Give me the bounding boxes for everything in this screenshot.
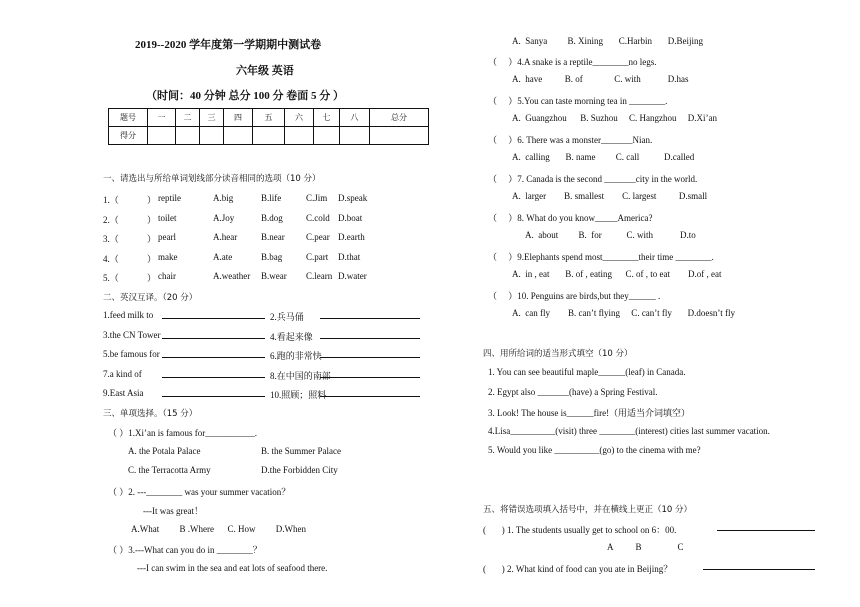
choice-options: A. in , eat B. of , eating C. of , to eat D.of , eat [512, 269, 722, 279]
choice-options: A. can fly B. can’t flying C. can’t fly D.doesn’t fly [512, 308, 735, 318]
answer-paren[interactable]: ） [147, 214, 157, 225]
option-c: C.part [306, 251, 329, 262]
translation-prompt-right: 10.照顾；照料 [270, 390, 327, 400]
choice-question: （ ）6. There was a monster_______Nian. [488, 135, 653, 145]
translation-prompt-left: 7.a kind of [103, 368, 142, 379]
given-word: reptile [158, 193, 181, 203]
question-3-2-reply: ---It was great！ [143, 506, 203, 516]
score-header-cell: 总分 [370, 109, 429, 127]
option-b: B.life [261, 193, 282, 203]
time-score-info: （时间：40 分钟 总分 100 分 卷面 5 分 ） [146, 90, 344, 102]
answer-line[interactable] [162, 349, 265, 358]
score-cell[interactable] [253, 127, 285, 145]
answer-line[interactable] [320, 310, 420, 319]
option-c: C.pear [306, 232, 330, 242]
option-d: D.water [338, 271, 367, 281]
section4-title: 四、用所给词的适当形式填空（10 分） [483, 349, 633, 359]
given-word: chair [158, 271, 176, 281]
choice-options: A. about B. for C. with D.to [525, 230, 696, 240]
option-a: A. the Potala Palace [128, 446, 201, 456]
question-5-1: ( ) 1. The students usually get to school on 6：00. [483, 525, 677, 535]
answer-line[interactable] [717, 522, 815, 531]
option-d: D.the Forbidden City [261, 465, 338, 475]
question-3-3-options: A. Sanya B. Xining C.Harbin D.Beijing [512, 36, 703, 46]
score-cell[interactable] [285, 127, 314, 145]
item-number: 4.（ [103, 253, 119, 264]
score-header-cell: 八 [340, 109, 370, 127]
fill-blank-question: 5. Would you like __________(go) to the cinema with me? [488, 445, 701, 455]
score-header-cell: 一 [148, 109, 176, 127]
choice-question: （ ）7. Canada is the second _______city in the world. [488, 174, 698, 184]
section1-title: 一、请选出与所给单词划线部分读音相同的选项（10 分） [103, 174, 321, 184]
fill-blank-question: 2. Egypt also _______(have) a Spring Festival. [488, 386, 658, 397]
given-word: pearl [158, 232, 176, 242]
item-number: 2.（ [103, 214, 119, 225]
question-3-2: （ ）2. ---________ was your summer vacation？ [108, 487, 291, 497]
option-a: A.ate [213, 251, 233, 262]
translation-prompt-right: 8.在中国的南部 [270, 370, 331, 381]
question-3-1: （ ）1.Xi’an is famous for___________. [108, 428, 257, 438]
answer-paren[interactable]: ） [147, 273, 157, 283]
choice-question: （ ）4.A snake is a reptile________no legs. [488, 57, 657, 67]
score-header-cell: 三 [200, 109, 224, 127]
answer-line[interactable] [320, 330, 420, 339]
score-header-cell: 五 [253, 109, 285, 127]
score-header-cell: 四 [224, 109, 253, 127]
option-a: A.big [213, 193, 234, 203]
score-row-label: 得分 [109, 127, 148, 145]
item-number: 1.（ [103, 195, 119, 205]
option-a: A.Joy [213, 212, 235, 223]
question-5-1-marks: A B C [607, 542, 684, 552]
choice-question: （ ）9.Elephants spend most________their time ________. [488, 252, 714, 262]
exam-title: 2019--2020 学年度第一学期期中测试卷 [135, 39, 322, 51]
choice-question: （ ）5.You can taste morning tea in ________. [488, 96, 668, 106]
option-b: B.near [261, 232, 285, 242]
translation-prompt-right: 6.跑的非常快 [270, 351, 322, 361]
option-a: A.hear [213, 232, 238, 242]
fill-blank-question: 1. You can see beautiful maple______(leaf) in Canada. [488, 367, 686, 377]
answer-line[interactable] [162, 310, 265, 319]
item-number: 3.（ [103, 234, 119, 244]
score-header-cell: 二 [176, 109, 200, 127]
option-d: D.boat [338, 212, 363, 223]
question-5-2: ( ) 2. What kind of food can you ate in Beijing？ [483, 564, 673, 574]
translation-prompt-left: 5.be famous for [103, 349, 160, 359]
option-d: D.that [338, 251, 361, 262]
section2-title: 二、英汉互译。（20 分） [103, 293, 198, 303]
score-cell[interactable] [148, 127, 176, 145]
answer-line[interactable] [320, 388, 420, 397]
answer-line[interactable] [162, 330, 265, 339]
translation-prompt-right: 2.兵马俑 [270, 312, 304, 322]
answer-paren[interactable]: ） [147, 234, 157, 244]
grade-subject: 六年级 英语 [236, 65, 294, 77]
answer-line[interactable] [162, 369, 265, 378]
option-c: C. the Terracotta Army [128, 465, 211, 475]
translation-prompt-left: 9.East Asia [103, 388, 144, 398]
option-c: C.Jim [306, 193, 328, 203]
translation-prompt-right: 4.看起来像 [270, 331, 313, 342]
answer-line[interactable] [703, 561, 815, 570]
score-cell[interactable] [200, 127, 224, 145]
choice-question: （ ）8. What do you know_____America? [488, 213, 653, 223]
choice-options: A. have B. of C. with D.has [512, 74, 689, 84]
option-c: C.cold [306, 212, 330, 223]
option-b: B.dog [261, 212, 283, 223]
score-cell[interactable] [176, 127, 200, 145]
score-cell[interactable] [370, 127, 429, 145]
score-cell[interactable] [224, 127, 253, 145]
score-cell[interactable] [314, 127, 340, 145]
option-b: B.wear [261, 271, 287, 281]
score-header-cell: 题号 [109, 109, 148, 127]
translation-prompt-left: 3.the CN Tower [103, 329, 161, 340]
item-number: 5.（ [103, 273, 119, 283]
option-a: A.weather [213, 271, 251, 281]
given-word: make [158, 251, 178, 262]
choice-question: （ ）10. Penguins are birds,but they______ . [488, 291, 661, 301]
option-d: D.speak [338, 193, 368, 203]
score-cell[interactable] [340, 127, 370, 145]
fill-blank-question: 4.Lisa__________(visit) three ________(interest) cities last summer vacation. [488, 425, 770, 436]
choice-options: A. Guangzhou B. Suzhou C. Hangzhou D.Xi’an [512, 113, 717, 123]
option-c: C.learn [306, 271, 333, 281]
answer-paren[interactable]: ） [147, 195, 157, 205]
answer-line[interactable] [320, 349, 420, 358]
option-b: B. the Summer Palace [261, 446, 341, 456]
answer-line[interactable] [320, 369, 420, 378]
score-header-cell: 七 [314, 109, 340, 127]
section5-title: 五、将错误选项填入括号中，并在横线上更正（10 分） [483, 505, 693, 515]
fill-blank-question: 3. Look! The house is______fire!（用适当介词填空） [488, 408, 691, 418]
option-d: D.earth [338, 232, 365, 242]
question-3-3-reply: ---I can swim in the sea and eat lots of seafood there. [137, 563, 328, 573]
choice-options: A. calling B. name C. call D.called [512, 152, 695, 162]
question-3-3: （ ）3.---What can you do in ________？ [108, 545, 262, 555]
section3-title: 三、单项选择。（15 分） [103, 409, 198, 419]
translation-prompt-left: 1.feed milk to [103, 310, 154, 320]
option-b: B.bag [261, 251, 283, 262]
score-table [108, 108, 429, 145]
question-3-2-options: A.What B .Where C. How D.When [131, 524, 306, 534]
answer-line[interactable] [162, 388, 265, 397]
choice-options: A. larger B. smallest C. largest D.small [512, 191, 708, 201]
score-header-cell: 六 [285, 109, 314, 127]
given-word: toilet [158, 212, 177, 223]
answer-paren[interactable]: ） [147, 253, 157, 264]
